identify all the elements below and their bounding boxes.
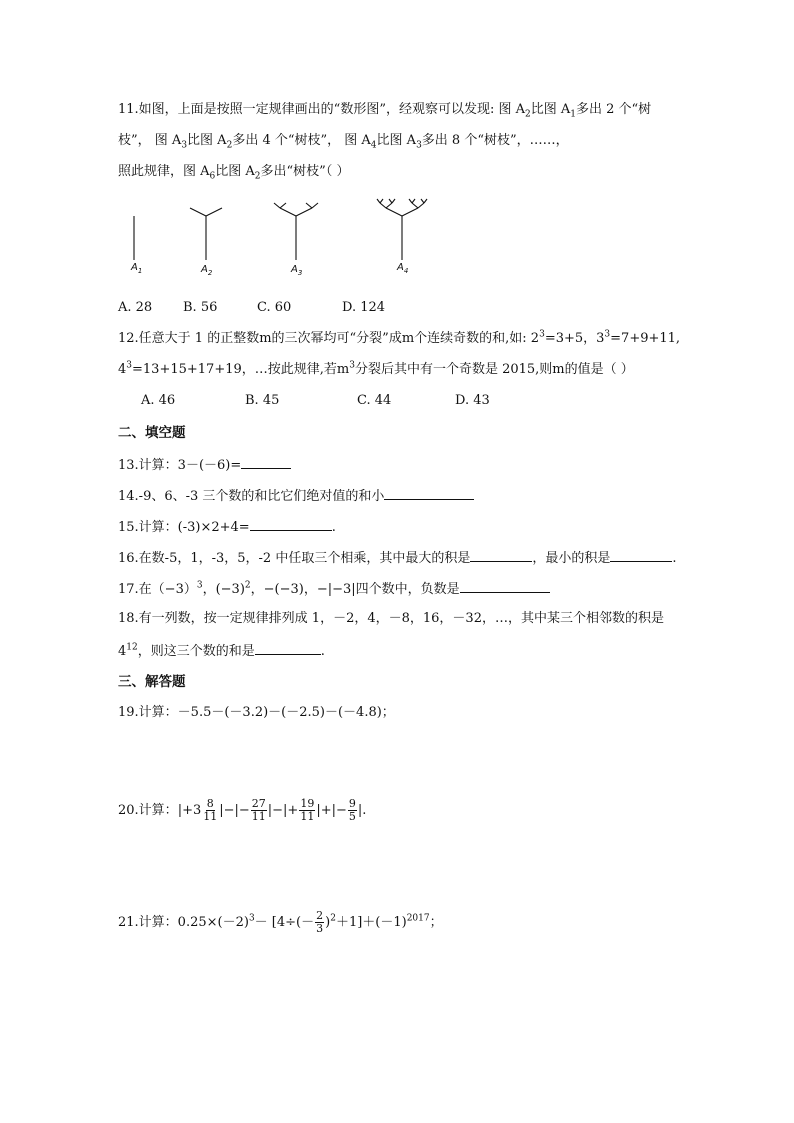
q18-text: 4	[118, 644, 127, 659]
q12-option-b: B. 45	[245, 393, 280, 408]
q12-text: =3+5，3	[544, 331, 605, 346]
q12-text: 12.任意大于 1 的正整数m的三次幂均可“分裂”成m个连续奇数的和,如: 2	[118, 331, 540, 346]
q21-part: － [4÷(－	[254, 915, 315, 930]
superscript: 3	[604, 329, 611, 340]
subscript: 2	[226, 140, 233, 151]
q18-text: ，则这三个数的和是	[137, 644, 255, 659]
numerator: 27	[251, 797, 266, 810]
subscript: 2	[254, 171, 261, 182]
q15-text: 15.计算：(-3)×2+4=	[118, 520, 250, 535]
q11-option-c: C. 60	[257, 300, 292, 315]
q12-text: =7+9+11,	[610, 331, 681, 346]
q11-line-1	[118, 101, 651, 119]
q20-part: |.	[357, 803, 367, 818]
q16	[118, 548, 677, 568]
q17	[118, 579, 550, 599]
answer-blank[interactable]	[241, 455, 291, 469]
q15-end: .	[331, 520, 336, 535]
q20-part: |+3	[177, 803, 202, 818]
q12-option-c: C. 44	[357, 393, 392, 408]
q21	[118, 905, 443, 941]
q20-prefix: 20.计算：	[118, 803, 178, 818]
superscript: 12	[126, 642, 138, 653]
q20-part: |−|−	[219, 803, 250, 818]
q11-line-2	[118, 132, 569, 150]
figure-label-a2: $A_2$	[201, 264, 213, 277]
q12-line-1	[118, 330, 680, 348]
q20-part: |−|+	[267, 803, 299, 818]
numerator: 2	[316, 909, 324, 922]
denominator: 3	[316, 922, 324, 935]
q11-option-a: A. 28	[118, 300, 153, 315]
q11-option-d: D. 124	[342, 300, 386, 315]
q16-text: 16.在数-5，1，-3，5，-2 中任取三个相乘，其中最大的积是	[118, 551, 471, 566]
q11-text: 多出 2 个“树	[576, 102, 652, 117]
subscript: 2	[525, 109, 531, 120]
fraction	[315, 910, 324, 935]
q17-text: ，(−3)	[202, 582, 245, 597]
subscript: 1	[570, 109, 576, 120]
q11-text: 照此规律，图 A	[118, 164, 210, 179]
q13	[118, 455, 291, 475]
figure-label-a3: $A_3$	[291, 264, 303, 277]
q18-end: .	[320, 644, 325, 659]
q21-part: ＋1]＋(－1)	[335, 915, 407, 930]
q20-part: |+|−	[316, 803, 347, 818]
q11-text: 比图 A	[530, 102, 571, 117]
superscript: 2	[330, 913, 336, 924]
figure-label-a4: $A_4$	[397, 262, 409, 275]
section-3-heading: 三、解答题	[118, 674, 186, 690]
q12-option-d: D. 43	[455, 393, 490, 408]
q16-end: .	[672, 551, 677, 566]
fraction	[202, 798, 218, 823]
q20	[118, 793, 366, 829]
answer-blank-max[interactable]	[470, 548, 532, 562]
q11-text: 多出“树枝”（ ）	[260, 164, 350, 179]
superscript: 2017	[406, 913, 430, 924]
q12-text: =13+15+17+19，…按此规律,若m	[132, 362, 350, 377]
q19	[118, 704, 395, 722]
q11-line-3	[118, 163, 349, 181]
q11-text: 多出 8 个“树枝”，……，	[421, 133, 569, 148]
q11-text: 11.如图，上面是按照一定规律画出的“数形图”，经观察可以发现: 图 A	[118, 102, 525, 117]
denominator: 11	[300, 810, 315, 823]
superscript: 3	[539, 329, 545, 340]
subscript: 6	[209, 171, 216, 182]
answer-blank[interactable]	[384, 486, 474, 500]
q13-text: 13.计算：3－(－6)=	[118, 458, 242, 473]
answer-blank-min[interactable]	[610, 548, 672, 562]
superscript: 3	[248, 913, 255, 924]
q19-text: 19.计算：－5.5－(－3.2)－(－2.5)－(－4.8)；	[118, 705, 395, 720]
denominator: 11	[203, 810, 218, 823]
q15	[118, 517, 336, 537]
tree-a4	[377, 199, 427, 260]
q11-text: 枝”， 图 A	[118, 133, 182, 148]
q12-text: 分裂后其中有一个奇数是 2015,则m的值是（ ）	[354, 362, 634, 377]
fraction	[348, 798, 357, 823]
superscript: 3	[196, 580, 203, 591]
subscript: 3	[181, 140, 188, 151]
q12-line-2	[118, 361, 634, 379]
superscript: 3	[349, 360, 355, 371]
q11-text: 多出 4 个“树枝”， 图 A	[232, 133, 371, 148]
fraction	[251, 798, 267, 823]
q14	[118, 486, 474, 506]
q17-text: ，−(−3)，−|−3|四个数中，负数是	[250, 582, 460, 597]
q16-text: ，最小的积是	[532, 551, 611, 566]
numerator: 9	[348, 797, 356, 810]
tree-figures-svg	[118, 198, 448, 268]
figure-label-a1: $A_1$	[131, 262, 143, 275]
q11-text: 比图 A	[376, 133, 417, 148]
q21-part: )	[325, 915, 331, 930]
answer-blank[interactable]	[255, 641, 321, 655]
tree-a2	[190, 208, 222, 260]
q17-text: 17.在（−3）	[118, 582, 197, 597]
q18-line-2	[118, 641, 325, 661]
subscript: 3	[416, 140, 422, 151]
q12-option-a: A. 46	[141, 393, 176, 408]
denominator: 11	[251, 810, 266, 823]
denominator: 5	[348, 810, 356, 823]
q18-line-1	[118, 610, 664, 628]
subscript: 4	[370, 140, 377, 151]
q12-text: 4	[118, 362, 127, 377]
section-2-heading: 二、填空题	[118, 425, 186, 441]
answer-blank[interactable]	[250, 517, 332, 531]
tree-figures	[118, 198, 448, 282]
fraction	[299, 798, 315, 823]
q11-text: 比图 A	[215, 164, 255, 179]
q14-text: 14.-9、6、-3 三个数的和比它们绝对值的和小	[118, 489, 385, 504]
tree-a3	[274, 203, 318, 260]
q21-part: ；	[429, 915, 443, 930]
q11-text: 比图 A	[187, 133, 227, 148]
superscript: 2	[244, 580, 251, 591]
superscript: 3	[126, 360, 133, 371]
q18-text: 18.有一列数，按一定规律排列成 1，－2，4，－8，16，－32，…，其中某三个相邻数的积是	[118, 611, 664, 626]
q11-option-b: B. 56	[183, 300, 218, 315]
answer-blank[interactable]	[460, 579, 550, 593]
q21-prefix: 21.计算：0.25×(－2)	[118, 915, 249, 930]
numerator: 8	[206, 797, 214, 810]
numerator: 19	[300, 797, 315, 810]
